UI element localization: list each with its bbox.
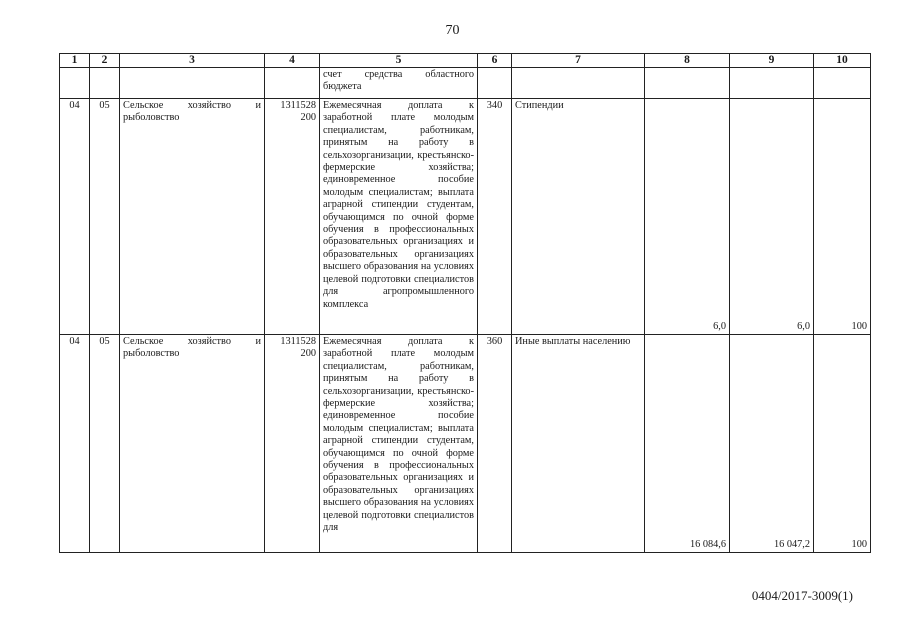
cell-empty [90,68,120,99]
cell-actual-amount: 6,0 [730,99,814,335]
cell-planned-amount: 16 084,6 [645,335,730,553]
page-number: 70 [445,23,460,38]
cell-purpose: Ежемесячная доплата к заработной плате молодым специалистам, работникам, принятым на работу в сельхозорганизации, крестьянско-фермерские хозяйства; единовременное пособие молодым специалистам; выплата аграрной стипендии студентам, обучающимся по очной форме обучения в профессиональных образовательных организациях и образовательных организациях высшего образования на условиях целевой подготовки специалистов для агропромышленного комплекса [320,99,478,335]
cell-subsection: 05 [90,335,120,553]
cell-section-name: Сельское хозяйство и рыболовство [120,99,265,335]
cell-planned-amount: 6,0 [645,99,730,335]
cell-percent: 100 [814,335,871,553]
cell-section-name: Сельское хозяйство и рыболовство [120,335,265,553]
cell-expense-name: Иные выплаты населению [512,335,645,553]
cell-target-code: 1311528 200 [265,335,320,553]
cell-section: 04 [60,99,90,335]
column-header-8: 8 [645,54,730,68]
cell-empty [814,68,871,99]
cell-target-code: 1311528 200 [265,99,320,335]
column-header-10: 10 [814,54,871,68]
column-header-7: 7 [512,54,645,68]
column-header-9: 9 [730,54,814,68]
column-header-6: 6 [478,54,512,68]
column-header-3: 3 [120,54,265,68]
table-row [60,99,871,335]
cell-expense-type: 340 [478,99,512,335]
cell-expense-type: 360 [478,335,512,553]
document-code: 0404/2017-3009(1) [751,588,853,603]
cell-percent: 100 [814,99,871,335]
budget-table [59,53,871,553]
column-header-4: 4 [265,54,320,68]
cell-empty [730,68,814,99]
cell-purpose: Ежемесячная доплата к заработной плате молодым специалистам, работникам, принятым на работу в сельхозорганизации, крестьянско-фермерские хозяйства; единовременное пособие молодым специалистам; выплата аграрной стипендии студентам, обучающимся по очной форме обучения в профессиональных образовательных организациях и образовательных организациях высшего образования на условиях целевой подготовки специалистов для [320,335,478,553]
column-header-1: 1 [60,54,90,68]
column-header-2: 2 [90,54,120,68]
cell-empty [512,68,645,99]
table-header-row [60,54,871,68]
cell-subsection: 05 [90,99,120,335]
cell-purpose-continuation: счет средства областного бюджета [320,68,478,99]
column-header-5: 5 [320,54,478,68]
cell-empty [478,68,512,99]
table-row [60,335,871,553]
cell-empty [60,68,90,99]
cell-empty [265,68,320,99]
cell-actual-amount: 16 047,2 [730,335,814,553]
cell-section: 04 [60,335,90,553]
cell-expense-name: Стипендии [512,99,645,335]
cell-empty [645,68,730,99]
cell-empty [120,68,265,99]
table-row-continuation [60,68,871,99]
